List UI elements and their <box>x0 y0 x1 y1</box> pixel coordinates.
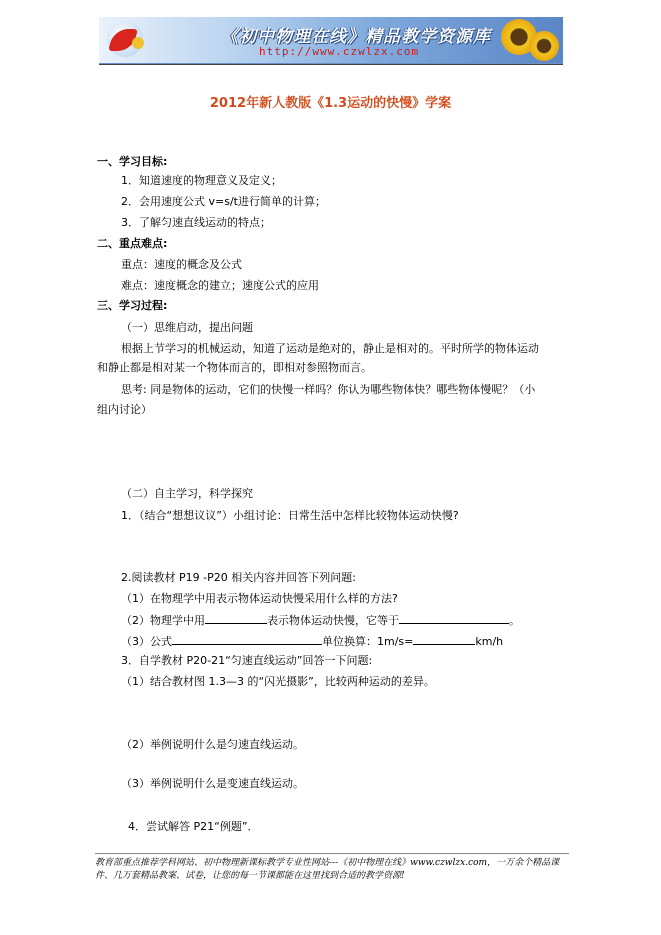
section-heading: 一、学习目标: <box>97 155 168 168</box>
question: （3）举例说明什么是变速直线运动。 <box>121 777 304 790</box>
question: （1）结合教材图 1.3—3 的“闪光摄影”，比较两种运动的差异。 <box>121 675 435 688</box>
answer-blank[interactable] <box>399 612 509 624</box>
question: （2）举例说明什么是匀速直线运动。 <box>121 738 304 751</box>
question-text: 。 <box>509 614 520 627</box>
question-text: 单位换算：1m/s= <box>322 635 414 648</box>
fill-in-question <box>121 612 520 628</box>
list-item: 1．知道速度的物理意义及定义； <box>121 174 282 187</box>
sunflower-icon <box>529 31 559 61</box>
paragraph-line: 根据上节学习的机械运动，知道了运动是绝对的，静止是相对的。平时所学的物体运动 <box>121 342 539 355</box>
answer-blank[interactable] <box>413 633 475 645</box>
section-heading: 三、学习过程: <box>97 299 168 312</box>
banner-url[interactable]: http://www.czwlzx.com <box>259 45 420 58</box>
question: （1）在物理学中用表示物体运动快慢采用什么样的方法? <box>121 592 398 605</box>
header-divider <box>99 64 563 65</box>
think-question: 思考: 同是物体的运动，它们的快慢一样吗？你认为哪些物体快？哪些物体慢呢？（小 <box>121 383 536 396</box>
section-heading: 二、重点难点: <box>97 237 168 250</box>
paragraph-line: 和静止都是相对某一个物体而言的，即相对参照物而言。 <box>97 361 372 374</box>
question-text: 表示物体运动快慢，它等于 <box>267 614 399 627</box>
question: 4．尝试解答 P21“例题”． <box>128 820 259 833</box>
question: 2.阅读教材 P19 -P20 相关内容并回答下列问题: <box>121 571 356 584</box>
question-text: km/h <box>475 635 504 648</box>
think-question: 组内讨论） <box>97 403 152 416</box>
footer-note: 教育部重点推荐学科网站、初中物理新课标教学专业性网站---《初中物理在线》www.czwlzx.com，一万余个精品课件、几万套精品教案、试卷，让您的每一节课都能在这里找到合适的教学资源! <box>95 858 560 881</box>
fill-in-question <box>121 633 503 649</box>
question-text: （3）公式 <box>121 635 172 648</box>
logo-dot-icon <box>132 37 144 49</box>
difficult-point: 难点：速度概念的建立；速度公式的应用 <box>121 279 319 292</box>
key-point: 重点：速度的概念及公式 <box>121 258 242 271</box>
document-title: 2012年新人教版《1.3运动的快慢》学案 <box>209 96 452 111</box>
footer-divider <box>95 853 569 854</box>
header-banner <box>99 17 563 64</box>
question: 3．自学教材 P20-21“匀速直线运动”回答一下问题: <box>121 654 373 667</box>
answer-blank[interactable] <box>172 633 322 645</box>
banner-title: 《初中物理在线》精品教学资源库 <box>221 27 491 47</box>
subsection-heading: （一）思维启动，提出问题 <box>121 321 253 334</box>
list-item: 3．了解匀速直线运动的特点； <box>121 216 271 229</box>
subsection-heading: （二）自主学习，科学探究 <box>121 487 253 500</box>
list-item: 2．会用速度公式 v=s/t进行简单的计算； <box>121 195 326 208</box>
question: 1．（结合“想想议议”）小组讨论：日常生活中怎样比较物体运动快慢? <box>121 509 459 522</box>
answer-blank[interactable] <box>205 612 267 624</box>
question-text: （2）物理学中用 <box>121 614 205 627</box>
